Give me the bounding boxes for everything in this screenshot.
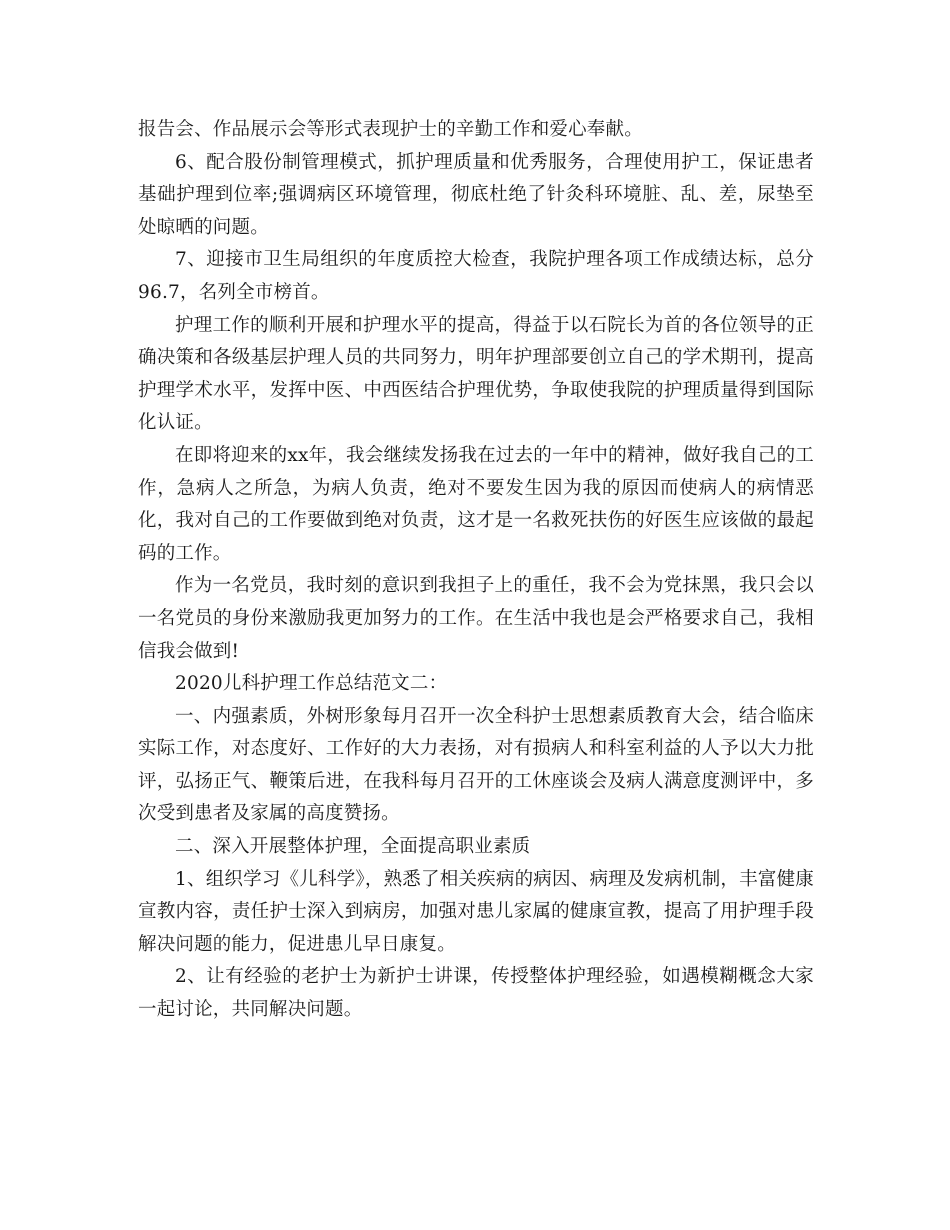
paragraph-sub-item-1: 1、组织学习《儿科学》，熟悉了相关疾病的病因、病理及发病机制，丰富健康宣教内容，责任护士深入到病房，加强对患儿家属的健康宣教，提高了用护理手段解决问题的能力，促进患儿早日康复。 (138, 868, 814, 955)
section-heading-point-two: 二、深入开展整体护理，全面提高职业素质 (175, 836, 531, 858)
paragraph-nursing-progress: 护理工作的顺利开展和护理水平的提高，得益于以石院长为首的各位领导的正确决策和各级基层护理人员的共同努力，明年护理部要创立自己的学术期刊，提高护理学术水平，发挥中医、中西医结合护理优势，争取使我院的护理质量得到国际化认证。 (138, 314, 814, 434)
paragraph-party-member: 作为一名党员，我时刻的意识到我担子上的重任，我不会为党抹黑，我只会以一名党员的身份来激励我更加努力的工作。在生活中我也是会严格要求自己，我相信我会做到! (138, 575, 814, 662)
paragraph-new-year-plan: 在即将迎来的xx年，我会继续发扬我在过去的一年中的精神，做好我自己的工作，急病人之所急，为病人负责，绝对不要发生因为我的原因而使病人的病情恶化，我对自己的工作要做到绝对负责，这才是一名救死扶伤的好医生应该做的最起码的工作。 (138, 444, 814, 564)
section-heading-sample-two: 2020儿科护理工作总结范文二： (175, 673, 448, 695)
paragraph-item-6: 6、配合股份制管理模式，抓护理质量和优秀服务，合理使用护工，保证患者基础护理到位率;强调病区环境管理，彻底杜绝了针灸科环境脏、乱、差，尿垫至处晾晒的问题。 (138, 151, 814, 238)
paragraph-continuation: 报告会、作品展示会等形式表现护士的辛勤工作和爱心奉献。 (138, 119, 643, 140)
document-body (138, 114, 814, 1027)
paragraph-item-7: 7、迎接市卫生局组织的年度质控大检查，我院护理各项工作成绩达标，总分96.7，名列全市榜首。 (138, 249, 814, 303)
paragraph-sub-item-2: 2、让有经验的老护士为新护士讲课，传授整体护理经验，如遇模糊概念大家一起讨论，共同解决问题。 (138, 966, 814, 1021)
paragraph-point-one: 一、内强素质，外树形象每月召开一次全科护士思想素质教育大会，结合临床实际工作，对态度好、工作好的大力表扬，对有损病人和科室利益的人予以大力批评，弘扬正气、鞭策后进，在我科每月召开的工休座谈会及病人满意度测评中，多次受到患者及家属的高度赞扬。 (138, 705, 814, 825)
